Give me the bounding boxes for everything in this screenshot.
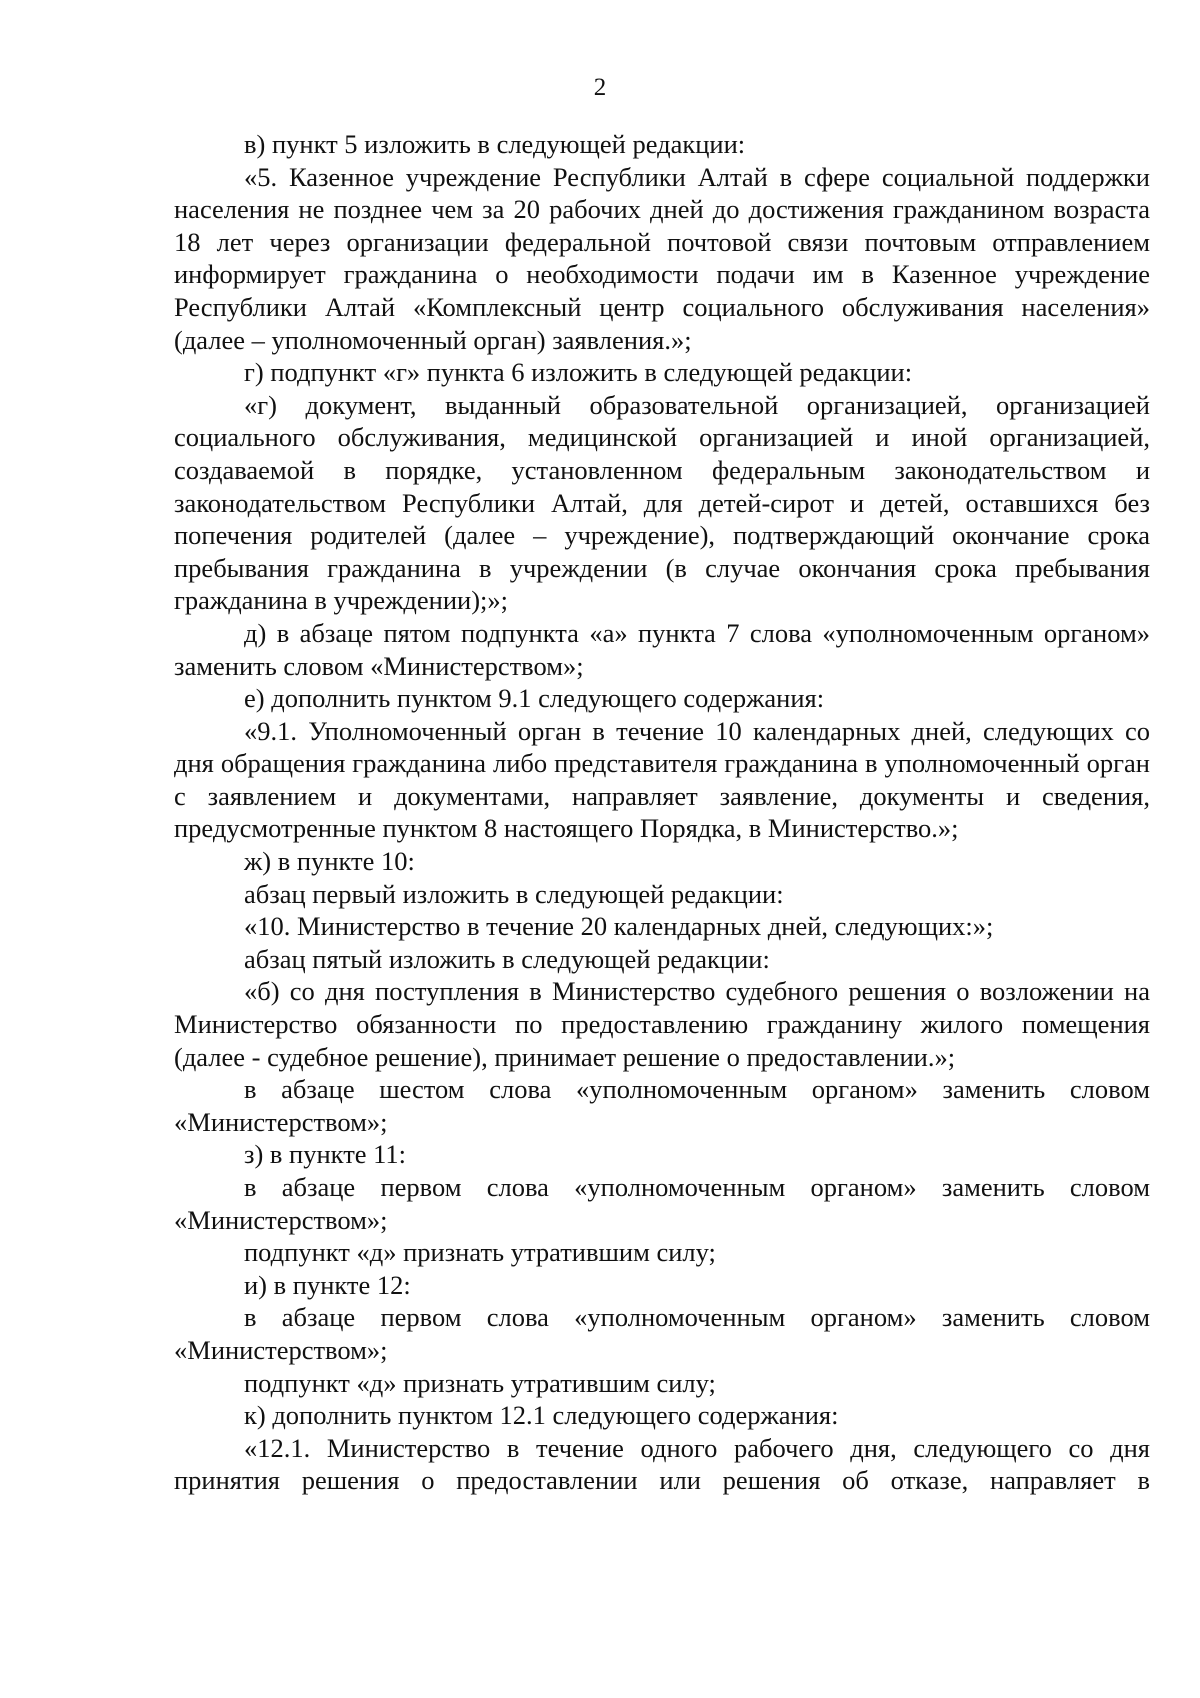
paragraph: «5. Казенное учреждение Республики Алтай в сфере социальной поддержки населения не позднее чем за 20 рабочих дней до достижения гражданином возраста 18 лет через организации федеральной почтовой связи почтовым отправлением информирует гражданина о необходимости подачи им в Казенное учреждение Республики Алтай «Комплексный центр социального обслуживания населения» (далее – уполномоченный орган) заявления.»; [174,161,1150,355]
paragraph: в) пункт 5 изложить в следующей редакции: [244,129,746,159]
paragraph: «10. Министерство в течение 20 календарных дней, следующих:»; [244,911,994,942]
paragraph: подпункт «д» признать утратившим силу; [244,1367,716,1398]
paragraph: абзац первый изложить в следующей редакции: [244,878,784,909]
paragraph: в абзаце первом слова «уполномоченным органом» заменить словом «Министерством»; [174,1302,1150,1365]
document-body [174,128,1150,1497]
paragraph: в абзаце шестом слова «уполномоченным органом» заменить словом «Министерством»; [174,1074,1150,1137]
paragraph: г) подпункт «г» пункта 6 изложить в следующей редакции: [244,357,913,388]
paragraph: и) в пункте 12: [244,1269,411,1300]
paragraph: к) дополнить пунктом 12.1 следующего содержания: [244,1400,839,1431]
paragraph: абзац пятый изложить в следующей редакции: [244,943,770,974]
paragraph: д) в абзаце пятом подпункта «а» пункта 7 слова «уполномоченным органом» заменить словом «Министерством»; [174,617,1150,681]
paragraph: е) дополнить пунктом 9.1 следующего содержания: [244,683,825,714]
paragraph: подпункт «д» признать утратившим силу; [244,1237,716,1268]
paragraph: «г) документ, выданный образовательной организацией, организацией социального обслуживания, медицинской организацией и иной организацией, создаваемой в порядке, установленном федеральным законодательством и законодательством Республики Алтай, для детей-сирот и детей, оставшихся без попечения родителей (далее – учреждение), подтверждающий окончание срока пребывания гражданина в учреждении (в случае окончания срока пребывания гражданина в учреждении);»; [174,389,1150,616]
paragraph: в абзаце первом слова «уполномоченным органом» заменить словом «Министерством»; [174,1172,1150,1235]
paragraph: ж) в пункте 10: [244,846,415,877]
paragraph: з) в пункте 11: [244,1139,407,1170]
paragraph: «9.1. Уполномоченный орган в течение 10 календарных дней, следующих со дня обращения гражданина либо представителя гражданина в уполномоченный орган с заявлением и документами, направляет заявление, документы и сведения, предусмотренные пунктом 8 настоящего Порядка, в Министерство.»; [174,715,1150,844]
page-number: 2 [593,74,607,101]
paragraph: «12.1. Министерство в течение одного рабочего дня, следующего со дня принятия решения о предоставлении или решения об отказе, направляет в [174,1432,1150,1496]
paragraph: «б) со дня поступления в Министерство судебного решения о возложении на Министерство обязанности по предоставлению гражданину жилого помещения (далее - судебное решение), принимает решение о предоставлении.»; [174,976,1150,1072]
